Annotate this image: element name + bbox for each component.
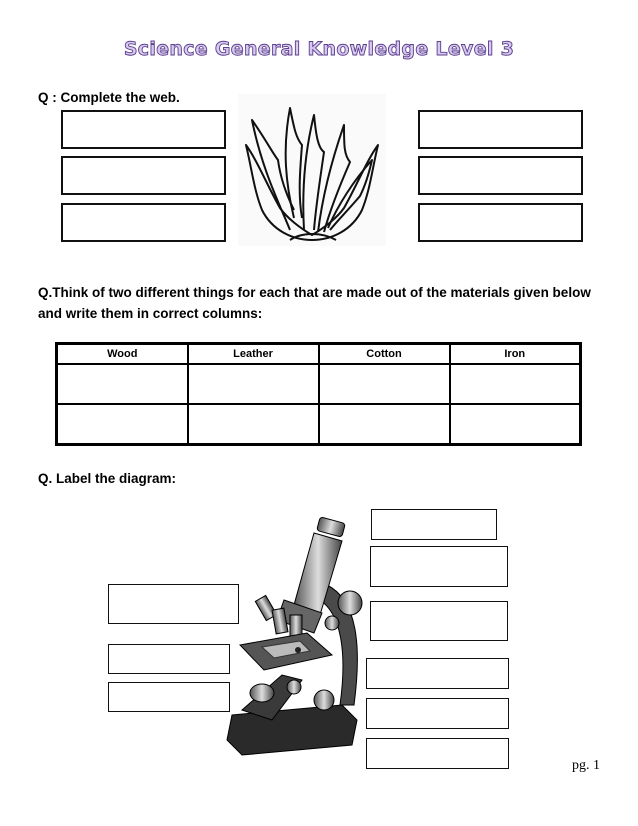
diagram-label-box-right-2[interactable] [370, 546, 508, 587]
table-row [57, 404, 581, 445]
diagram-label-box-left-2[interactable] [108, 644, 230, 674]
question-complete-web: Q : Complete the web. [38, 90, 180, 105]
diagram-label-box-right-6[interactable] [366, 738, 509, 769]
answer-cell-leather-2[interactable] [188, 404, 319, 445]
web-answer-box-left-2[interactable] [61, 156, 226, 195]
column-header-leather: Leather [188, 344, 319, 365]
microscope-image [222, 505, 372, 765]
web-answer-box-right-2[interactable] [418, 156, 583, 195]
question-label-diagram: Q. Label the diagram: [38, 471, 177, 486]
web-answer-box-right-1[interactable] [418, 110, 583, 149]
aloe-vera-plant-image [232, 90, 392, 250]
diagram-label-box-left-3[interactable] [108, 682, 230, 712]
materials-table [55, 342, 582, 446]
answer-cell-wood-2[interactable] [57, 404, 188, 445]
web-answer-box-left-3[interactable] [61, 203, 226, 242]
page-number: pg. 1 [572, 758, 600, 773]
table-header-row [57, 344, 581, 365]
diagram-label-box-right-5[interactable] [366, 698, 509, 729]
answer-cell-wood-1[interactable] [57, 364, 188, 404]
column-header-wood: Wood [57, 344, 188, 365]
column-header-iron: Iron [450, 344, 581, 365]
answer-cell-cotton-2[interactable] [319, 404, 450, 445]
page-title: Science General Knowledge Level 3 [123, 38, 515, 60]
column-header-cotton: Cotton [319, 344, 450, 365]
diagram-label-box-left-1[interactable] [108, 584, 239, 624]
web-answer-box-right-3[interactable] [418, 203, 583, 242]
answer-cell-iron-1[interactable] [450, 364, 581, 404]
diagram-label-box-right-4[interactable] [366, 658, 509, 689]
web-answer-box-left-1[interactable] [61, 110, 226, 149]
question-materials: Q.Think of two different things for each that are made out of the materials given below and write them in correct columns: [38, 285, 591, 321]
diagram-label-box-right-3[interactable] [370, 601, 508, 641]
answer-cell-cotton-1[interactable] [319, 364, 450, 404]
answer-cell-leather-1[interactable] [188, 364, 319, 404]
diagram-label-box-right-1[interactable] [371, 509, 497, 540]
answer-cell-iron-2[interactable] [450, 404, 581, 445]
table-row [57, 364, 581, 404]
